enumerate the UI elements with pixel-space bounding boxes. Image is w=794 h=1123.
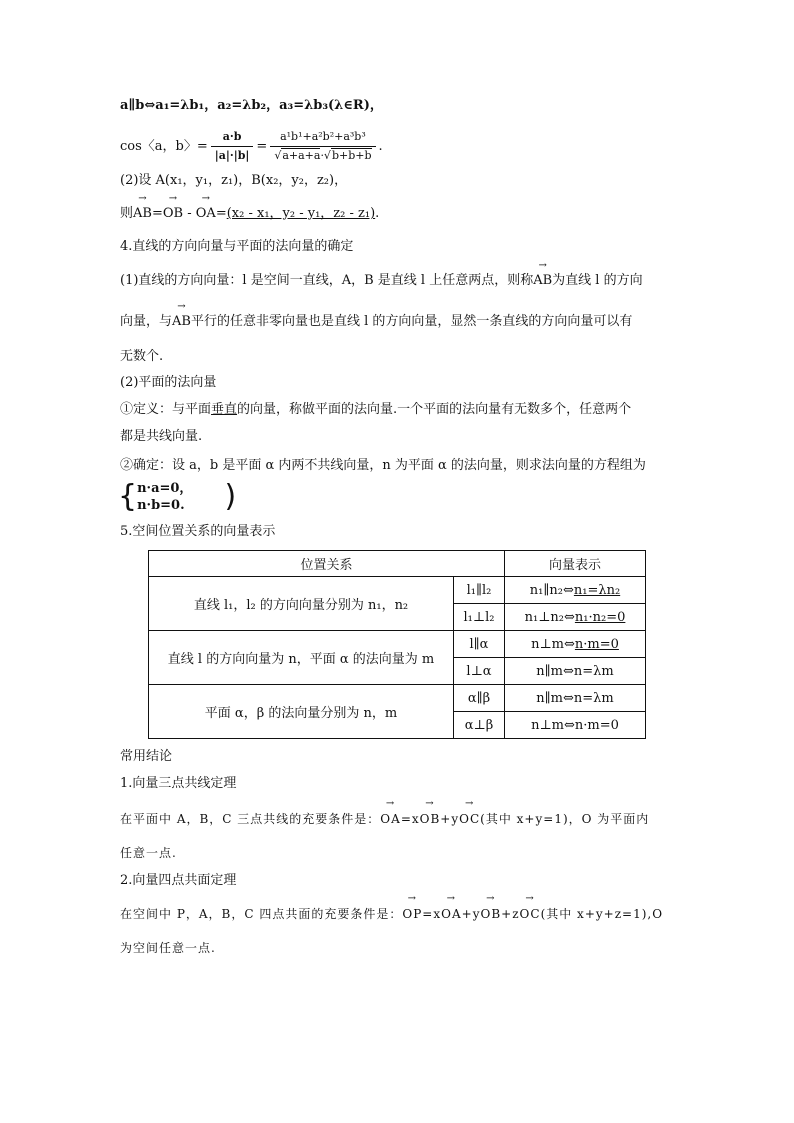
paragraph-direction-vector-3: 无数个. <box>120 349 164 364</box>
table-row: 直线 l₁，l₂ 的方向向量分别为 n₁，n₂ l₁∥l₂ n₁∥n₂⇔n₁=λn₂ <box>149 577 646 604</box>
table-row: 平面 α，β 的法向量分别为 n，m α∥β n∥m⇔n=λm <box>149 685 646 712</box>
table-header-row <box>149 551 646 577</box>
table-row: l₁⊥l₂ n₁⊥n₂⇔n₁·n₂=0 <box>149 604 646 631</box>
header-position-relation: 位置关系 <box>149 551 505 577</box>
left-brace-icon: { <box>118 479 138 514</box>
paragraph-direction-vector-2: 向量，与→ AB平行的任意非零向量也是直线 l 的方向向量，显然一条直线的方向向量可以有 <box>120 313 632 331</box>
cosine-fraction-1: $\frac{a\cdot b}{|a|\cdot|b|}$ <box>211 128 254 165</box>
header-vector-representation: 向量表示 <box>505 551 646 577</box>
group-line-plane: 直线 l 的方向向量为 n，平面 α 的法向量为 m <box>149 631 454 685</box>
normal-vector-determination: ②确定：设 a，b 是平面 α 内两不共线向量，n 为平面 α 的法向量，则求法向量的方程组为 <box>120 458 646 473</box>
point-definition: (2)设 A(x₁，y₁，z₁)，B(x₂，y₂，z₂)， <box>120 173 348 188</box>
conclusion-1-text-1: 在平面中 A，B，C 三点共线的充要条件是：→ OA=x→ OB+y→ OC(其中 x+y=1)，O 为平面内 <box>120 810 649 828</box>
conclusion-2-heading: 2.向量四点共面定理 <box>120 873 237 888</box>
table-row: 直线 l 的方向向量为 n，平面 α 的法向量为 m l∥α n⊥m⇔n·m=0 <box>149 631 646 658</box>
normal-vector-definition-2: 都是共线向量. <box>120 429 203 444</box>
table-row: l⊥α n∥m⇔n=λm <box>149 658 646 685</box>
section-4-heading: 4.直线的方向向量与平面的法向量的确定 <box>120 239 354 254</box>
position-relation-table <box>148 550 646 739</box>
cosine-lhs: cos〈a，b〉= <box>120 139 208 154</box>
conclusion-1-text-2: 任意一点. <box>120 846 177 860</box>
right-paren-icon: ) <box>224 479 237 514</box>
paragraph-direction-vector-1: (1)直线的方向向量：l 是空间一直线，A，B 是直线 l 上任意两点，则称→ AB为直线 l 的方向 <box>120 272 643 290</box>
conclusion-2-text-1: 在空间中 P，A，B，C 四点共面的充要条件是：→ OP=x→ OA+y→ OB+z→ OC(其中 x+y+z=1),O <box>120 905 663 923</box>
cosine-formula: cos〈a，b〉= $\frac{a\cdot b}{|a|\cdot|b|}$ = $\frac{\text{a¹b¹+a²b²+a³b³}}{√a+a+a\cdot√b+b+b}$ . <box>120 128 383 165</box>
vector-subtraction: 则→ AB=→ OB - → OA=(x₂ - x₁，y₂ - y₁，z₂ - z₁). <box>120 205 379 223</box>
common-conclusions-heading: 常用结论 <box>120 749 173 764</box>
normal-vector-definition-1: ①定义：与平面垂直的向量，称做平面的法向量.一个平面的法向量有无数多个，任意两个 <box>120 402 632 417</box>
parallel-condition: a∥b⇔a₁=λb₁，a₂=λb₂，a₃=λb₃(λ∈R)， <box>120 98 383 113</box>
cosine-fraction-2: $\frac{\text{a¹b¹+a²b²+a³b³}}{√a+a+a\cdot√b+b+b}$ <box>270 128 375 165</box>
section-5-heading: 5.空间位置关系的向量表示 <box>120 524 276 539</box>
equation-system: { n·a=0， n·b=0. ) <box>118 479 237 514</box>
group-line-line: 直线 l₁，l₂ 的方向向量分别为 n₁，n₂ <box>149 577 454 631</box>
group-plane-plane: 平面 α，β 的法向量分别为 n，m <box>149 685 454 739</box>
table-row: α⊥β n⊥m⇔n·m=0 <box>149 712 646 739</box>
conclusion-1-heading: 1.向量三点共线定理 <box>120 776 237 791</box>
normal-vector-heading: (2)平面的法向量 <box>120 375 217 390</box>
conclusion-2-text-2: 为空间任意一点. <box>120 941 216 955</box>
